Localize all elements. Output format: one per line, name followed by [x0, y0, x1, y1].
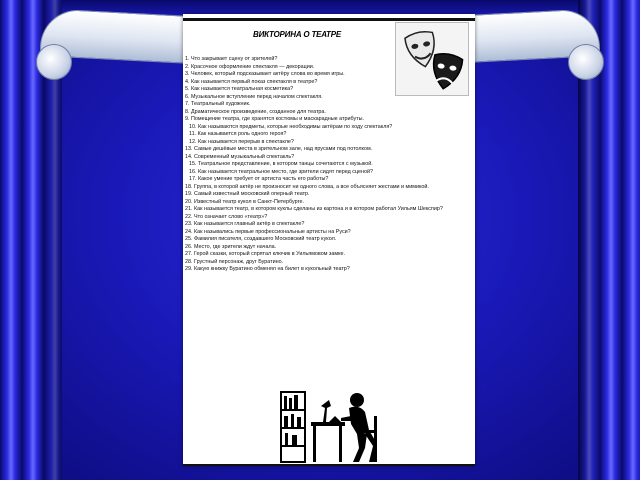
question-item: 2. Красочное оформление спектакля — декорации. — [185, 63, 315, 70]
scroll-curl-left — [36, 44, 72, 80]
question-list — [185, 56, 471, 274]
question-item: 8. Драматическое произведение, созданное для театра. — [185, 108, 326, 115]
question-item: 14. Современный музыкальный спектакль? — [185, 153, 295, 160]
question-item: 7. Театральный художник. — [185, 101, 251, 107]
quiz-title: ВИКТОРИНА О ТЕАТРЕ — [253, 30, 342, 39]
question-item: 27. Герой сказки, который спрятал ключик в Уильямовом замке. — [185, 251, 345, 257]
question-item: 10. Как называются предметы, которые необходимы актёрам по ходу спектакля? — [189, 123, 393, 130]
question-item: 1. Что закрывает сцену от зрителей? — [185, 56, 278, 62]
question-item: 17. Какое умение требует от артиста часть его работы? — [189, 176, 329, 182]
question-item: 20. Известный театр кукол в Санкт-Петербурге. — [185, 198, 304, 205]
question-item: 28. Грустный персонаж, друг Буратино. — [185, 258, 284, 265]
question-item: 13. Самые дешёвые места в зрительном зале, над ярусами под потолком. — [185, 146, 373, 152]
question-item: 5. Как называется театральная косметика? — [185, 86, 294, 92]
question-item: 4. Как называется первый показ спектакля в театре? — [185, 78, 318, 85]
question-item: 24. Как назывались первые профессиональные артисты на Руси? — [185, 228, 351, 235]
quiz-sheet — [183, 14, 475, 466]
question-item: 23. Как называется главный актёр в спектакле? — [185, 221, 305, 227]
question-item: 26. Место, где зрители ждут начала. — [185, 243, 277, 250]
question-item: 21. Как называется театр, в котором куклы сделаны из картона и в котором работал Уильям Шекспир? — [185, 206, 443, 212]
question-item: 9. Помещение театра, где хранятся костюмы и маскарадные атрибуты. — [185, 116, 365, 122]
question-item: 16. Как называется театральное место, где зрители сидят перед сценой? — [189, 168, 373, 175]
reader-silhouette-svg — [279, 386, 379, 464]
question-item: 18. Группа, в которой актёр не произносит ни одного слова, а все объясняет жестами и мимикой. — [185, 183, 429, 190]
question-item: 25. Фамилия писателя, создавшего Московский театр кукол. — [185, 236, 337, 242]
reader-at-desk-silhouette — [279, 386, 379, 464]
question-item: 22. Что означает слово «театр»? — [185, 213, 268, 220]
question-item: 12. Как называется перерыв в спектакле? — [189, 138, 294, 145]
question-item: 29. Какую книжку Буратино обменял на билет в кукольный театр? — [185, 266, 350, 272]
scroll-curl-right — [568, 44, 604, 80]
question-item: 3. Человек, который подсказывает актёру слова во время игры. — [185, 71, 345, 77]
question-item: 11. Как называется роль одного героя? — [189, 131, 287, 137]
top-rule — [183, 18, 475, 21]
bottom-rule — [183, 464, 475, 466]
question-item: 15. Театральное представление, в котором танцы сочетаются с музыкой. — [189, 161, 373, 167]
question-item: 6. Музыкальное вступление перед началом спектакля. — [185, 93, 323, 100]
question-item: 19. Самый известный московский оперный театр. — [185, 191, 310, 197]
